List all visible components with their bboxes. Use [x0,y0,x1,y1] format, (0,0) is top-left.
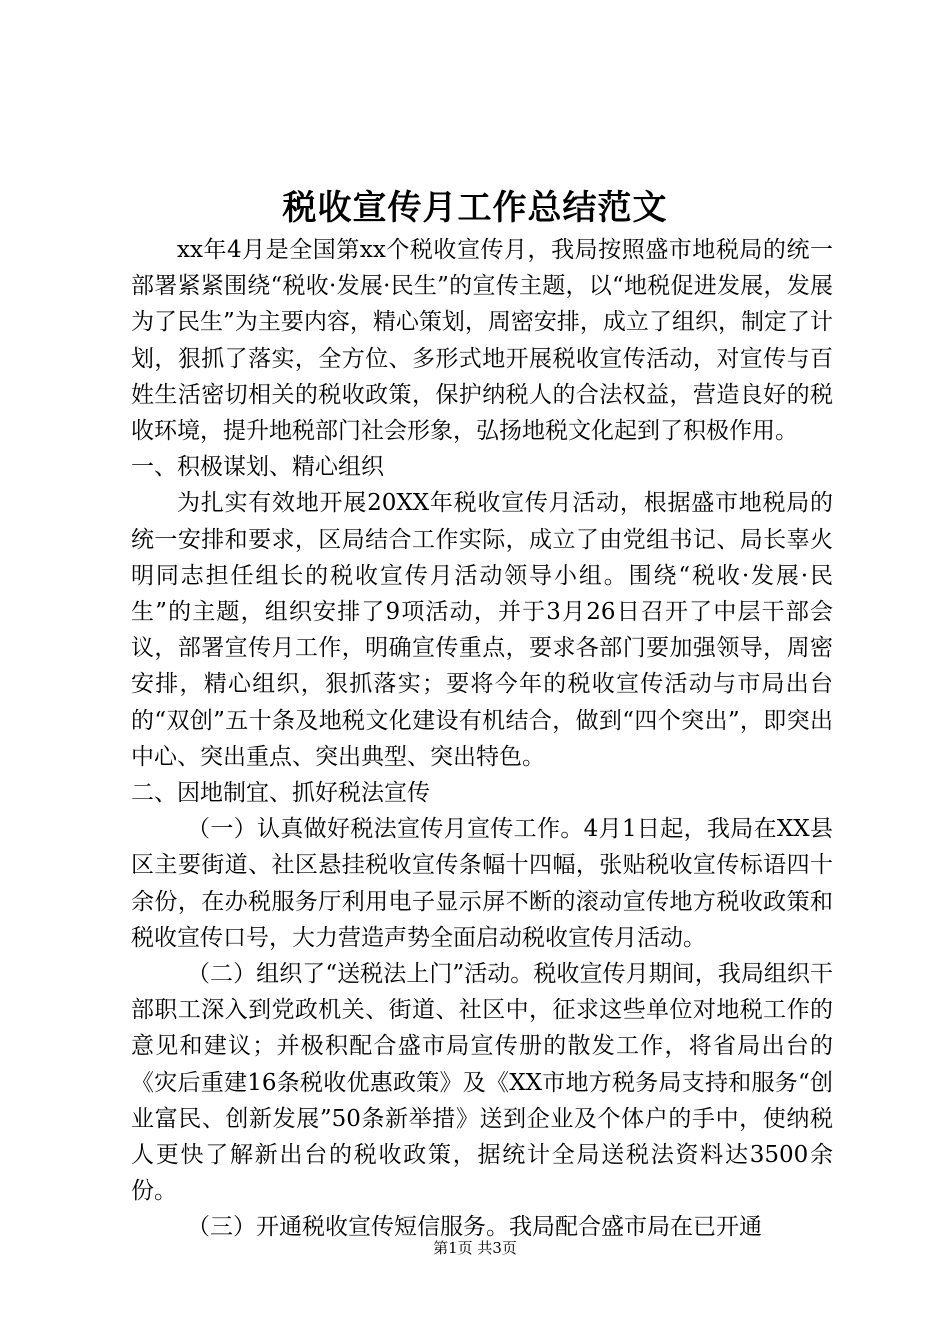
subsection-3-paragraph: （三）开通税收宣传短信服务。我局配合盛市局在已开通 [187,1214,762,1241]
document-title: 税收宣传月工作总结范文 [282,188,668,228]
subsection-1-paragraph: （一）认真做好税法宣传月宣传工作。4月1日起，我局在XX县区主要街道、社区悬挂税收宣传条幅十四幅，张贴税收宣传标语四十余份，在办税服务厅利用电子显示屏不断的滚动宣传地方税收政策和税收宣传口号，大力营造声势全面启动税收宣传月活动。 [131,816,833,951]
section-heading-2: 二、因地制宜、抓好税法宣传 [131,780,430,807]
section-1-paragraph: 为扎实有效地开展20XX年税收宣传月活动，根据盛市地税局的统一安排和要求，区局结合工作实际，成立了由党组书记、局长辜火明同志担任组长的税收宣传月活动领导小组。围绕“税收·发展·民生”的主题，组织安排了9项活动，并于3月26日召开了中层干部会议，部署宣传月工作，明确宣传重点，要求各部门要加强领导，周密安排，精心组织，狠抓落实；要将今年的税收宣传活动与市局出台的“双创”五十条及地税文化建设有机结合，做到“四个突出”，即突出中心、突出重点、突出典型、突出特色。 [131,490,833,770]
intro-paragraph: xx年4月是全国第xx个税收宣传月，我局按照盛市地税局的统一部署紧紧围绕“税收·发展·民生”的宣传主题，以“地税促进发展，发展为了民生”为主要内容，精心策划，周密安排，成立了组织，制定了计划，狠抓了落实，全方位、多形式地开展税收宣传活动，对宣传与百姓生活密切相关的税收政策，保护纳税人的合法权益，营造良好的税收环境，提升地税部门社会形象，弘扬地税文化起到了积极作用。 [131,237,833,445]
subsection-2-paragraph: （二）组织了“送税法上门”活动。税收宣传月期间，我局组织干部职工深入到党政机关、街道、社区中，征求这些单位对地税工作的意见和建议；并极积配合盛市局宣传册的散发工作，将省局出台的《灾后重建16条税收优惠政策》及《XX市地方税务局支持和服务“创业富民、创新发展”50条新举措》送到企业及个体户的手中，使纳税人更快了解新出台的税收政策，据统计全局送税法资料达3500余份。 [131,961,833,1205]
section-heading-1: 一、积极谋划、精心组织 [131,454,384,481]
document-body [131,232,833,1246]
page-footer: 第1页 共3页 [433,1239,517,1257]
